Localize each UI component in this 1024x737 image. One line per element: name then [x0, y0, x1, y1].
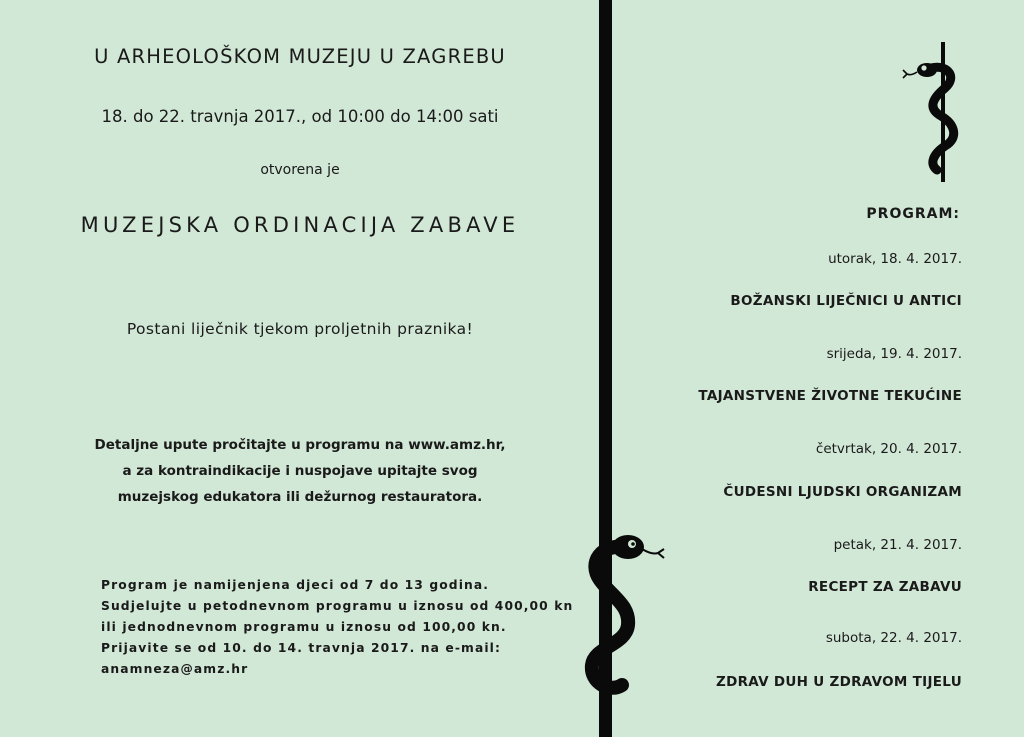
program-date: srijeda, 19. 4. 2017. [826, 346, 962, 362]
email-link[interactable]: anamneza@amz.hr [101, 662, 249, 676]
registration-info [101, 575, 573, 680]
details-paragraph [0, 432, 600, 510]
program-title: RECEPT ZA ZABAVU [808, 579, 962, 595]
museum-heading: U ARHEOLOŠKOM MUZEJU U ZAGREBU [94, 45, 506, 68]
tagline: Postani liječnik tjekom proljetnih praznika! [126, 320, 474, 338]
program-date: četvrtak, 20. 4. 2017. [815, 441, 962, 457]
details-line: muzejskog edukatora ili dežurnog restauratora. [117, 489, 483, 505]
program-date: subota, 22. 4. 2017. [825, 630, 962, 646]
program-date: utorak, 18. 4. 2017. [828, 251, 962, 267]
details-line: a za kontraindikacije i nuspojave upitajte svog [122, 463, 478, 479]
program-title: BOŽANSKI LIJEČNICI U ANTICI [730, 293, 962, 309]
program-title: ZDRAV DUH U ZDRAVOM TIJELU [715, 674, 962, 690]
details-line: Detaljne upute pročitajte u programu na www.amz.hr, [94, 437, 506, 453]
info-line: ili jednodnevnom programu u iznosu od 100,00 kn. [101, 620, 507, 634]
info-line: Prijavite se od 10. do 14. travnja 2017. na e-mail: [101, 641, 501, 655]
program-title: ČUDESNI LJUDSKI ORGANIZAM [723, 484, 962, 500]
event-title: MUZEJSKA ORDINACIJA ZABAVE [80, 213, 520, 237]
event-dates: 18. do 22. travnja 2017., od 10:00 do 14:00 sati [101, 107, 499, 126]
program-label: PROGRAM: [866, 206, 960, 222]
info-line: Program je namijenjena djeci od 7 do 13 godina. [101, 578, 490, 592]
open-text: otvorena je [260, 162, 340, 178]
info-line: Sudjelujte u petodnevnom programu u iznosu od 400,00 kn [101, 599, 574, 613]
program-title: TAJANSTVENE ŽIVOTNE TEKUĆINE [698, 388, 962, 404]
rod-of-asclepius-icon [905, 42, 975, 182]
serpent-icon [570, 525, 680, 705]
program-date: petak, 21. 4. 2017. [833, 537, 962, 553]
